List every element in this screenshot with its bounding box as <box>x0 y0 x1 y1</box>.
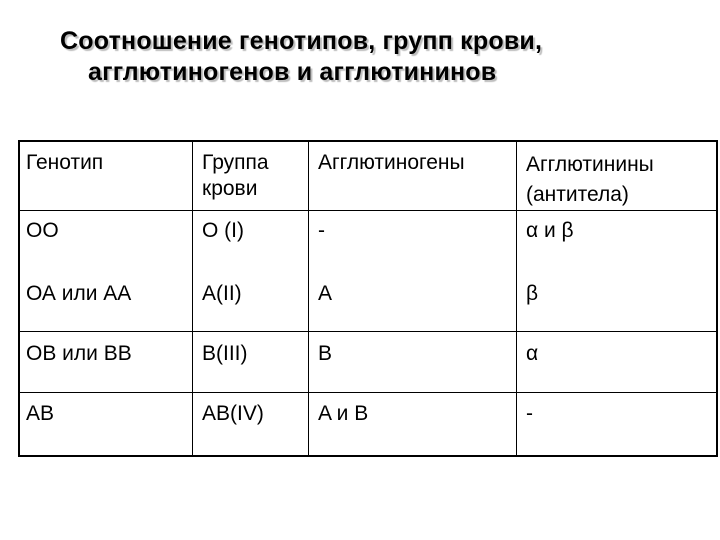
table-cell-blood-group: B(III) <box>202 342 248 365</box>
row-divider-3 <box>20 392 716 393</box>
table-cell-agglutinogens: B <box>318 342 333 365</box>
column-divider-3 <box>516 142 517 455</box>
header-agglutinins <box>526 150 654 210</box>
slide-title-line-2: агглютиногенов и агглютининов <box>88 58 497 86</box>
table-cell-agglutinins: β <box>526 282 539 305</box>
table-cell-blood-group: O (I) <box>202 219 244 242</box>
table-cell-agglutinogens: A <box>318 282 333 305</box>
column-divider-2 <box>308 142 309 455</box>
header-blood-group-label-line-2: крови <box>202 177 258 200</box>
header-blood-group-label-line-1: Группа <box>202 151 269 174</box>
table-cell-agglutinins: α <box>526 342 539 365</box>
slide-title-line-1: Соотношение генотипов, групп крови, <box>60 27 543 55</box>
table-cell-genotype: ОО <box>26 219 59 242</box>
header-agglutinogens-label: Агглютиногены <box>318 151 465 174</box>
table-cell-blood-group: AB(IV) <box>202 402 264 425</box>
table-cell-genotype: ОА или АА <box>26 282 132 305</box>
header-blood-group <box>202 150 269 202</box>
slide-title <box>60 26 700 88</box>
table-cell-blood-group: A(II) <box>202 282 242 305</box>
table-cell-agglutinogens: - <box>318 219 325 242</box>
table-cell-genotype: ОВ или ВВ <box>26 342 132 365</box>
header-genotype <box>26 150 103 176</box>
table-cell-agglutinins: α и β <box>526 219 574 242</box>
header-genotype-label: Генотип <box>26 151 104 174</box>
table-cell-agglutinogens: A и B <box>318 402 369 425</box>
table-cell-genotype: АВ <box>26 402 55 425</box>
column-divider-1 <box>192 142 193 455</box>
row-divider-2 <box>20 331 716 332</box>
table-cell-agglutinins: - <box>526 402 533 425</box>
row-divider-1 <box>20 210 716 211</box>
blood-group-table <box>18 140 718 457</box>
header-agglutinins-label-line-2: (антитела) <box>526 183 629 206</box>
header-agglutinins-label-line-1: Агглютинины <box>526 153 654 176</box>
header-agglutinogens <box>318 150 465 176</box>
